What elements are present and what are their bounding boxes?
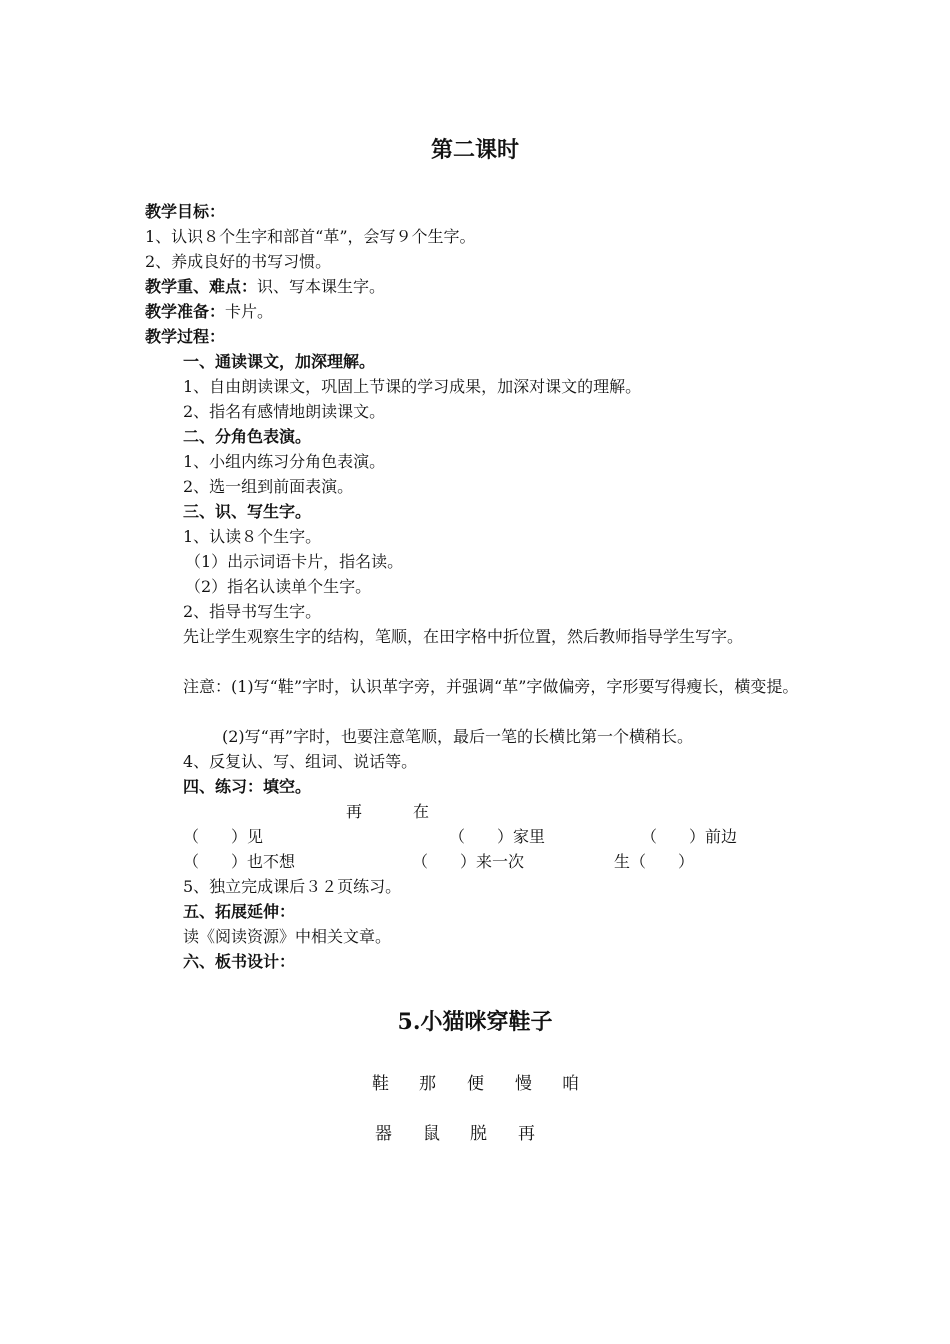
blank-1-2: （ ）家里 [449,827,546,846]
board-char: 咱 [562,1074,579,1094]
section-2-heading: 二、分角色表演。 [183,427,312,446]
section-5-text: 读《阅读资源》中相关文章。 [183,927,392,946]
prep-label: 教学准备： [145,302,226,321]
board-char: 慢 [515,1074,532,1094]
section-4-heading: 四、练习：填空。 [183,777,312,796]
section-3-note-1: 注意：(1)写“鞋”字时，认识革字旁，并强调“革”字做偏旁，字形要写得瘦长，横变提。 [183,677,799,696]
section-2-item-2: 2、选一组到前面表演。 [183,477,354,496]
blank-2-1: （ ）也不想 [183,852,296,871]
section-3-item-4: 4、反复认、写、组词、说话等。 [183,752,418,771]
section-3-item-1: 1、认读８个生字。 [183,527,322,546]
section-1-heading: 一、通读课文，加深理解。 [183,352,376,371]
section-3-item-2: 2、指导书写生字。 [183,602,322,621]
section-3-item-1b: （2）指名认读单个生字。 [185,577,372,596]
board-char: 那 [419,1074,436,1094]
section-6-heading: 六、板书设计： [183,952,296,971]
blank-2-2: （ ）来一次 [412,852,525,871]
prep-text: 卡片。 [225,302,274,321]
board-char: 脱 [470,1124,487,1144]
section-3-paragraph: 先让学生观察生字的结构，笔顺，在田字格中折位置，然后教师指导学生写字。 [183,627,744,646]
prep [145,301,273,323]
lesson-title: 第二课时 [430,137,519,163]
key-points [145,276,385,298]
board-title: 5.小猫咪穿鞋子 [397,1009,553,1035]
objectives-heading: 教学目标： [145,202,226,221]
section-3-item-1a: （1）出示词语卡片，指名读。 [185,552,404,571]
blank-1-1: （ ）见 [183,827,264,846]
objective-2: 2、养成良好的书写习惯。 [145,252,332,271]
key-points-text: 识、写本课生字。 [257,277,386,296]
section-1-item-2: 2、指名有感情地朗读课文。 [183,402,386,421]
exercise-word-1: 再 [346,802,363,821]
process-heading: 教学过程： [145,327,226,346]
section-4-item-5: 5、独立完成课后３２页练习。 [183,877,402,896]
section-3-heading: 三、识、写生字。 [183,502,312,521]
exercise-word-2: 在 [413,802,430,821]
section-3-note-2: (2)写“再”字时，也要注意笔顺，最后一笔的长横比第一个横稍长。 [222,727,694,746]
objective-1: 1、认识８个生字和部首“革”，会写９个生字。 [145,227,476,246]
section-5-heading: 五、拓展延伸： [183,902,296,921]
blank-1-3: （ ）前边 [641,827,738,846]
board-char: 再 [518,1124,535,1144]
section-2-item-1: 1、小组内练习分角色表演。 [183,452,386,471]
board-char: 鞋 [372,1074,389,1094]
key-points-label: 教学重、难点： [145,277,258,296]
board-char: 便 [467,1074,484,1094]
section-1-item-1: 1、自由朗读课文，巩固上节课的学习成果，加深对课文的理解。 [183,377,642,396]
board-char: 鼠 [423,1124,440,1144]
blank-2-3: 生（ ） [614,852,695,871]
board-char: 器 [375,1124,392,1144]
